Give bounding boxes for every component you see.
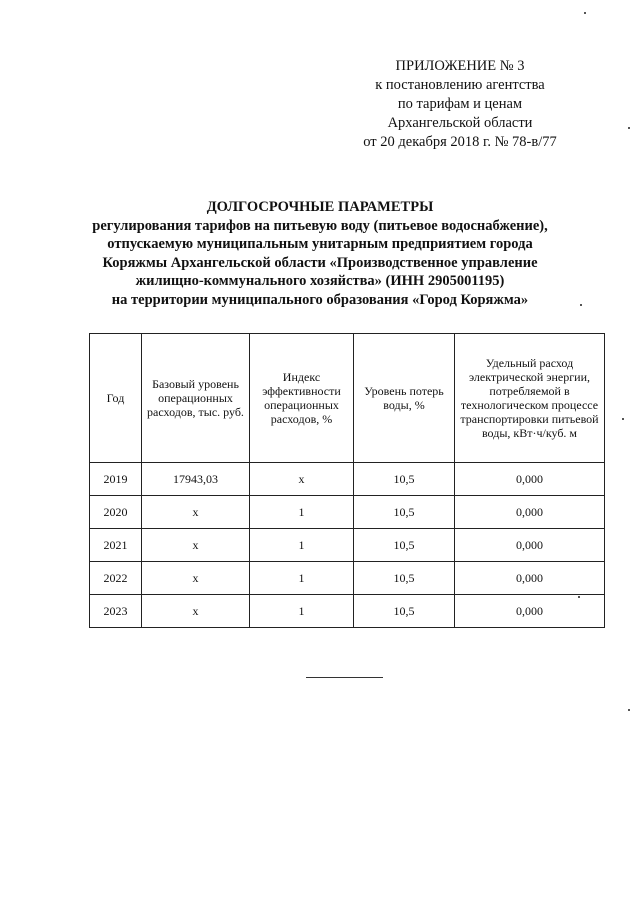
header-base-level: Базовый уровень операционных расходов, тыс. руб. <box>142 334 250 463</box>
appendix-line: к постановлению агентства <box>375 77 545 93</box>
cell-energy: 0,000 <box>455 562 605 595</box>
cell-efficiency-index: 1 <box>250 496 354 529</box>
header-efficiency-index: Индекс эффективности операционных расходов, % <box>250 334 354 463</box>
table-row <box>90 496 605 529</box>
cell-energy: 0,000 <box>455 463 605 496</box>
scan-speck <box>628 127 630 129</box>
scan-speck <box>584 12 586 14</box>
cell-water-loss: 10,5 <box>354 463 455 496</box>
cell-energy: 0,000 <box>455 595 605 628</box>
table-row <box>90 529 605 562</box>
table-row <box>90 562 605 595</box>
cell-year: 2020 <box>90 496 142 529</box>
parameters-table <box>89 333 605 628</box>
scan-speck <box>628 709 630 711</box>
cell-water-loss: 10,5 <box>354 529 455 562</box>
cell-base-level: х <box>142 595 250 628</box>
appendix-line: по тарифам и ценам <box>397 96 523 112</box>
cell-efficiency-index: х <box>250 463 354 496</box>
table-row <box>90 463 605 496</box>
title-line: Коряжмы Архангельской области «Производственное управление <box>102 254 538 271</box>
title-line: жилищно-коммунального хозяйства» (ИНН 2905001195) <box>135 273 505 289</box>
cell-base-level: х <box>142 562 250 595</box>
cell-year: 2019 <box>90 463 142 496</box>
cell-energy: 0,000 <box>455 496 605 529</box>
appendix-date-line: от 20 декабря 2018 г. № 78-в/77 <box>363 134 557 150</box>
title-heading: ДОЛГОСРОЧНЫЕ ПАРАМЕТРЫ <box>206 199 434 215</box>
cell-base-level: х <box>142 496 250 529</box>
header-water-loss: Уровень потерь воды, % <box>354 334 455 463</box>
cell-efficiency-index: 1 <box>250 529 354 562</box>
appendix-number: ПРИЛОЖЕНИЕ № 3 <box>395 58 525 74</box>
appendix-block <box>340 57 580 152</box>
header-energy: Удельный расход электрической энергии, потребляемой в технологическом процессе транспортировки питьевой воды, кВт·ч/куб. м <box>455 334 605 463</box>
scan-speck <box>578 596 580 598</box>
cell-year: 2023 <box>90 595 142 628</box>
cell-water-loss: 10,5 <box>354 496 455 529</box>
document-title <box>70 198 570 309</box>
scan-speck <box>580 304 582 306</box>
table-header-row <box>90 334 605 463</box>
appendix-line: Архангельской области <box>387 115 533 131</box>
title-line: на территории муниципального образования «Город Коряжма» <box>111 291 529 308</box>
closing-rule <box>306 677 383 678</box>
scan-speck <box>622 418 624 420</box>
cell-water-loss: 10,5 <box>354 595 455 628</box>
cell-efficiency-index: 1 <box>250 562 354 595</box>
title-line: отпускаемую муниципальным унитарным предприятием города <box>107 236 533 252</box>
cell-water-loss: 10,5 <box>354 562 455 595</box>
title-line: регулирования тарифов на питьевую воду (питьевое водоснабжение), <box>92 217 548 234</box>
header-year: Год <box>90 334 142 463</box>
cell-base-level: х <box>142 529 250 562</box>
cell-efficiency-index: 1 <box>250 595 354 628</box>
cell-base-level: 17943,03 <box>142 463 250 496</box>
cell-year: 2021 <box>90 529 142 562</box>
table-row <box>90 595 605 628</box>
cell-year: 2022 <box>90 562 142 595</box>
cell-energy: 0,000 <box>455 529 605 562</box>
